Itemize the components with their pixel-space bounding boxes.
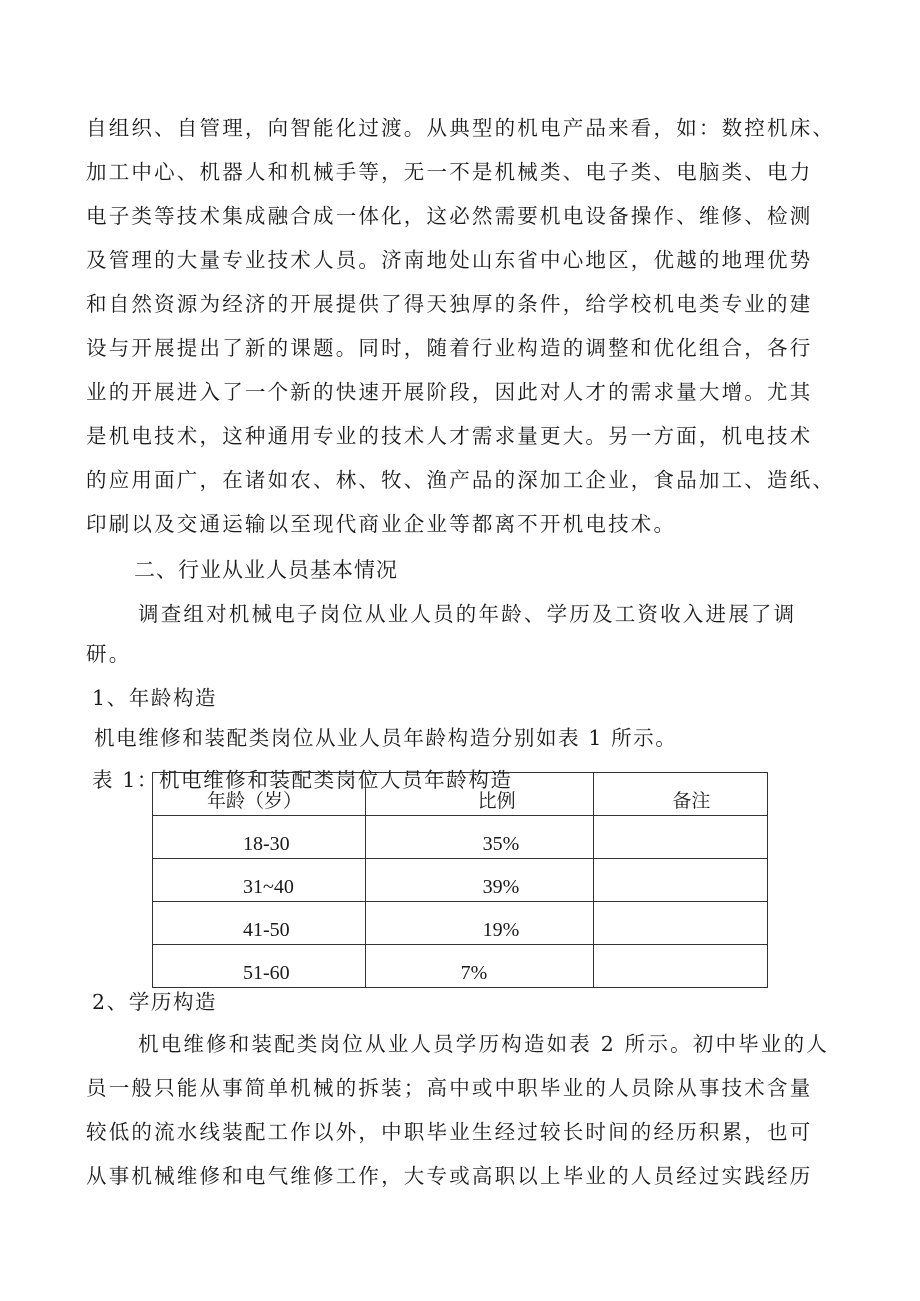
- paragraph-line: 调查组对机械电子岗位从业人员的年龄、学历及工资收入进展了调: [138, 602, 797, 626]
- paragraph-line: 业的开展进入了一个新的快速开展阶段，因此对人才的需求量大增。尤其: [86, 380, 813, 404]
- paragraph-line: 和自然资源为经济的开展提供了得天独厚的条件，给学校机电类专业的建: [86, 292, 813, 316]
- paragraph-line: 的应用面广，在诸如农、林、牧、渔产品的深加工企业，食品加工、造纸、: [86, 468, 836, 492]
- paragraph-line: 设与开展提出了新的课题。同时，随着行业构造的调整和优化组合，各行: [86, 336, 813, 360]
- cell-ratio: 35%: [365, 816, 594, 859]
- paragraph-line: 及管理的大量专业技术人员。济南地处山东省中心地区，优越的地理优势: [86, 248, 813, 272]
- table-row: [153, 945, 768, 988]
- cell-ratio: 19%: [365, 902, 594, 945]
- table-header-row: [153, 773, 768, 816]
- paragraph-line: 较低的流水线装配工作以外，中职毕业生经过较长时间的经历积累，也可: [86, 1120, 813, 1144]
- age-structure-table: [152, 772, 768, 988]
- section-heading: 二、行业从业人员基本情况: [134, 558, 398, 582]
- cell-note: [594, 945, 768, 988]
- header-age: 年龄（岁）: [153, 773, 366, 816]
- cell-note: [594, 816, 768, 859]
- paragraph-line: 研。: [86, 642, 132, 666]
- cell-age: 41-50: [153, 902, 366, 945]
- cell-note: [594, 859, 768, 902]
- cell-ratio: 7%: [365, 945, 594, 988]
- paragraph-line: 从事机械维修和电气维修工作，大专或高职以上毕业的人员经过实践经历: [86, 1164, 813, 1188]
- table-row: [153, 816, 768, 859]
- paragraph-line: 印刷以及交通运输以至现代商业企业等都离不开机电技术。: [86, 512, 677, 536]
- education-section-title: 2、学历构造: [92, 990, 218, 1014]
- cell-age: 31~40: [153, 859, 366, 902]
- cell-age: 51-60: [153, 945, 366, 988]
- header-ratio: 比例: [365, 773, 594, 816]
- cell-ratio: 39%: [365, 859, 594, 902]
- paragraph-line: 机电维修和装配类岗位从业人员学历构造如表 2 所示。初中毕业的人: [138, 1032, 829, 1056]
- header-note: 备注: [594, 773, 768, 816]
- table-row: [153, 902, 768, 945]
- table-row: [153, 859, 768, 902]
- paragraph-line: 是机电技术，这种通用专业的技术人才需求量更大。另一方面，机电技术: [86, 424, 813, 448]
- table-caption: 表 1：机电维修和装配类岗位人员年龄构造: [92, 768, 513, 792]
- cell-age: 18-30: [153, 816, 366, 859]
- age-section-title: 1、年龄构造: [92, 686, 218, 710]
- paragraph-line: 员一般只能从事简单机械的拆装；高中或中职毕业的人员除从事技术含量: [86, 1076, 813, 1100]
- cell-note: [594, 902, 768, 945]
- age-section-description: 机电维修和装配类岗位从业人员年龄构造分别如表 1 所示。: [94, 726, 678, 750]
- paragraph-line: 电子类等技术集成融合成一体化，这必然需要机电设备操作、维修、检测: [86, 204, 813, 228]
- paragraph-line: 自组织、自管理，向智能化过渡。从典型的机电产品来看，如：数控机床、: [86, 116, 836, 140]
- paragraph-line: 加工中心、机器人和机械手等，无一不是机械类、电子类、电脑类、电力: [86, 160, 813, 184]
